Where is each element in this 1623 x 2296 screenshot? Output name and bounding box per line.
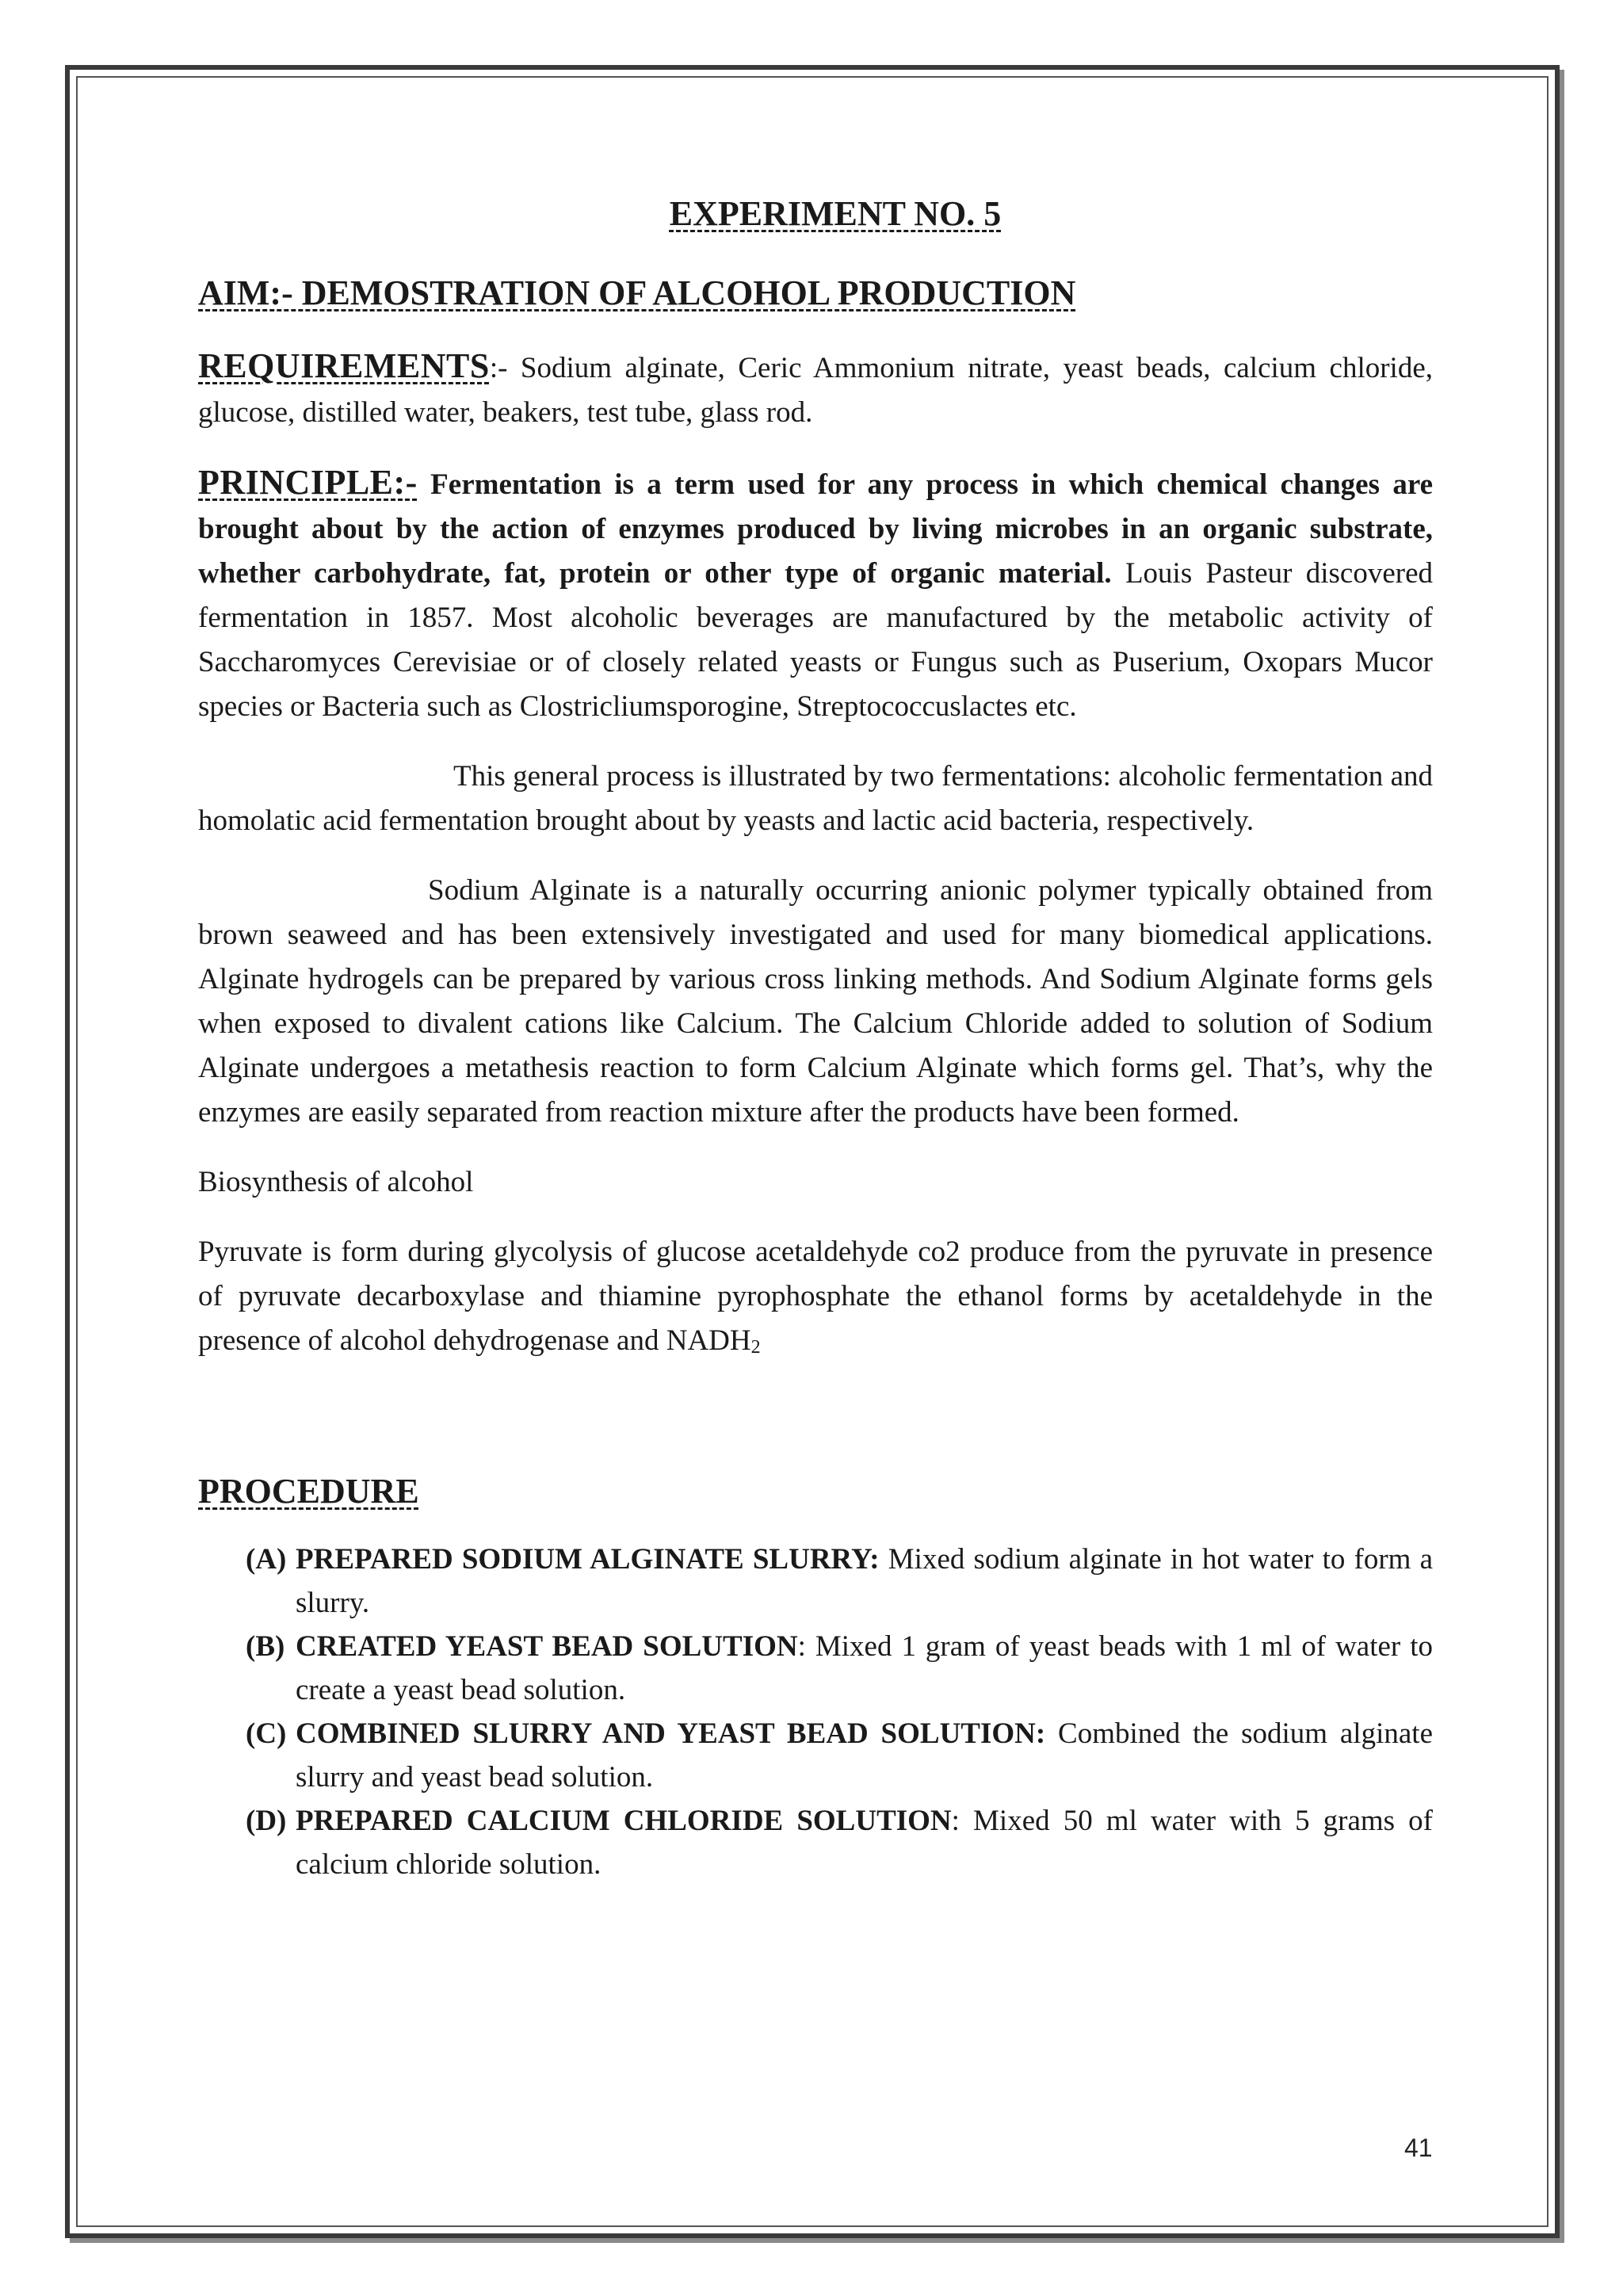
document-body (198, 190, 1433, 1886)
biosynthesis-paragraph (198, 1230, 1433, 1363)
step-marker: (D) (246, 1805, 287, 1837)
procedure-heading-text: PROCEDURE (198, 1472, 419, 1511)
step-marker: (C) (246, 1717, 287, 1750)
procedure-step (198, 1712, 1433, 1799)
step-label: PREPARED SODIUM ALGINATE SLURRY: (296, 1543, 880, 1576)
procedure-step (198, 1625, 1433, 1712)
principle-bold-text: Fermentation is a term used for any process in which chemical changes are brought about by the action of enzymes produced by living microbes in an organic substrate, whether carbohydrate, fat, protein or other type of organic material. (198, 468, 1433, 590)
procedure-step (198, 1538, 1433, 1625)
procedure-list (198, 1538, 1433, 1886)
section-spacer (198, 1389, 1433, 1468)
procedure-step (198, 1799, 1433, 1886)
requirements-label: REQUIREMENTS (198, 346, 490, 385)
page-number: 41 (1404, 2134, 1433, 2162)
step-text: Mixed sodium alginate in hot water to form a slurry. (296, 1543, 1433, 1619)
principle-text: Louis Pasteur discovered fermentation in 1857. Most alcoholic beverages are manufactured by the metabolic activity of Saccharomyces Cerevisiae or of closely related yeasts or Fungus such as Puserium, Oxopars Mucor species or Bacteria such as Clostricliumsporogine, Streptococcuslactes etc. (198, 557, 1433, 723)
step-marker: (B) (246, 1630, 285, 1663)
aim-heading: AIM:- DEMOSTRATION OF ALCOHOL PRODUCTION (198, 273, 1076, 312)
experiment-title-text: EXPERIMENT NO. 5 (669, 194, 1002, 233)
general-process-paragraph: This general process is illustrated by two fermentations: alcoholic fermentation and homolatic acid fermentation brought about by yeasts and lactic acid bacteria, respectively. (198, 760, 1433, 837)
sodium-alginate-paragraph: Sodium Alginate is a naturally occurring anionic polymer typically obtained from brown seaweed and has been extensively investigated and used for many biomedical applications. Alginate hydrogels can be prepared by various cross linking methods. And Sodium Alginate forms gels when exposed to divalent cations like Calcium. The Calcium Chloride added to solution of Sodium Alginate undergoes a metathesis reaction to form Calcium Alginate which forms gel. That’s, why the enzymes are easily separated from reaction mixture after the products have been formed. (198, 874, 1433, 1129)
procedure-heading (198, 1468, 1433, 1515)
step-text: : Mixed 1 gram of yeast beads with 1 ml of water to create a yeast bead solution. (296, 1630, 1433, 1706)
requirements-paragraph (198, 344, 1433, 435)
step-text: Combined the sodium alginate slurry and yeast bead solution. (296, 1717, 1433, 1794)
step-label: COMBINED SLURRY AND YEAST BEAD SOLUTION: (296, 1717, 1046, 1750)
biosynthesis-text: Pyruvate is form during glycolysis of glucose acetaldehyde co2 produce from the pyruvate in presence of pyruvate decarboxylase and thiamine pyrophosphate the ethanol forms by acetaldehyde in the presence of alcohol dehydrogenase and NADH (198, 1236, 1433, 1357)
step-label: PREPARED CALCIUM CHLORIDE SOLUTION (296, 1805, 952, 1837)
requirements-text: :- Sodium alginate, Ceric Ammonium nitrate, yeast beads, calcium chloride, glucose, distilled water, beakers, test tube, glass rod. (198, 352, 1433, 429)
principle-paragraph (198, 460, 1433, 729)
principle-label: PRINCIPLE:- (198, 463, 418, 502)
biosynthesis-heading: Biosynthesis of alcohol (198, 1166, 474, 1198)
biosynthesis-subscript: 2 (750, 1337, 761, 1358)
step-text: : Mixed 50 ml water with 5 grams of calcium chloride solution. (296, 1805, 1433, 1881)
experiment-title (198, 190, 1433, 238)
step-marker: (A) (246, 1543, 287, 1576)
step-label: CREATED YEAST BEAD SOLUTION (296, 1630, 798, 1663)
